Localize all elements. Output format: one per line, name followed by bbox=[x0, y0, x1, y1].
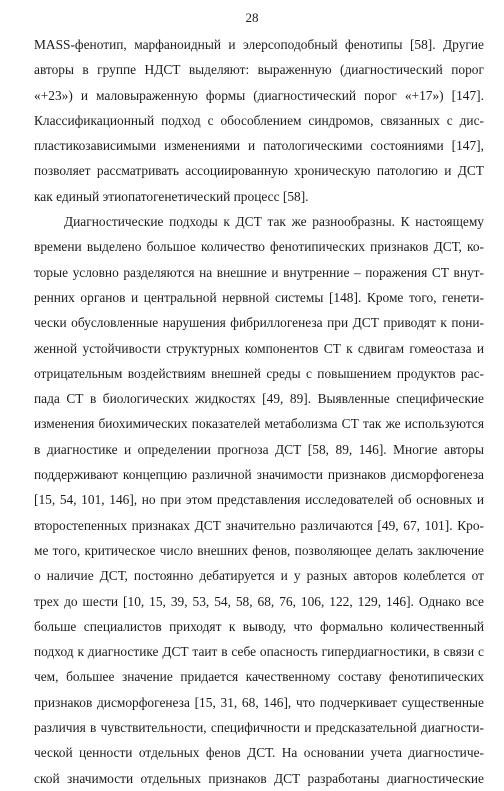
text-line: трех до шести [10, 15, 39, 53, 54, 58, 68, 76, 106, 122, 129, 146]. Однако все bbox=[34, 593, 484, 609]
text-line: авторы в группе НДСТ выделяют: выраженную (диагностический порог bbox=[34, 62, 484, 78]
text-line: изменения биохимических показателей метаболизма СТ так же используются bbox=[34, 416, 484, 432]
text-line: отрицательным воздействиям внешней среды с повышением продуктов рас- bbox=[34, 365, 484, 381]
text-line: женной устойчивости структурных компонентов СТ к сдвигам гомеостаза и bbox=[34, 340, 484, 356]
paragraph-start-line: Диагностические подходы к ДСТ так же разнообразны. К настоящему bbox=[64, 214, 484, 230]
text-line: позволяет рассматривать ассоциированную хроническую патологию и ДСТ bbox=[34, 163, 484, 179]
text-line: ренних органов и центральной нервной системы [148]. Кроме того, генети- bbox=[34, 289, 484, 305]
text-line: больше специалистов приходят к выводу, что формально количественный bbox=[34, 618, 484, 634]
text-line: пластикозависимыми изменениями и патологическими состояниями [147], bbox=[34, 138, 484, 154]
page-number: 28 bbox=[245, 10, 259, 25]
text-line: пада СТ в биологических жидкостях [49, 89]. Выявленные специфические bbox=[34, 391, 484, 407]
text-line: времени выделено большое количество фенотипических признаков ДСТ, ко- bbox=[34, 239, 484, 255]
text-line: чем, большее значение придается качественному составу фенотипических bbox=[34, 669, 484, 685]
text-line: ме того, критическое число внешних фенов, позволяющее делать заключение bbox=[34, 542, 484, 558]
text-line: подход к диагностике ДСТ таит в себе опасность гипердиагностики, в связи с bbox=[34, 644, 484, 660]
text-line: второстепенных признаках ДСТ значительно различаются [49, 67, 101]. Кро- bbox=[34, 517, 484, 533]
text-line: различия в чувствительности, специфичности и предсказательной диагности- bbox=[34, 720, 484, 736]
text-line: «+23») и маловыраженную формы (диагностический порог «+17») [147]. bbox=[34, 87, 484, 103]
text-line: чески обусловленные нарушения фибриллогенеза при ДСТ приводят к пони- bbox=[34, 315, 484, 331]
text-line: торые условно разделяются на внешние и внутренние – поражения СТ внут- bbox=[34, 264, 484, 280]
text-line: ской значимости отдельных признаков ДСТ разработаны диагностические bbox=[34, 770, 484, 786]
document-body bbox=[34, 32, 484, 791]
text-line: о наличие ДСТ, постоянно дебатируется и у разных авторов колеблется от bbox=[34, 568, 484, 584]
text-line: MASS-фенотип, марфаноидный и элерсоподобный фенотипы [58]. Другие bbox=[34, 37, 484, 52]
text-line: Классификационный подход с обособлением синдромов, связанных с дис- bbox=[34, 112, 484, 128]
text-line: поддерживают концепцию различной значимости признаков дисморфогенеза bbox=[34, 467, 484, 483]
text-line: как единый этиопатогенетический процесс [58]. bbox=[34, 188, 309, 204]
text-line: в диагностике и определении прогноза ДСТ [58, 89, 146]. Многие авторы bbox=[34, 441, 484, 457]
text-line: ческой ценности отдельных фенов ДСТ. На основании учета диагностиче- bbox=[34, 745, 484, 761]
text-line: признаков дисморфогенеза [15, 31, 68, 146], что подчеркивает существенные bbox=[34, 694, 484, 710]
text-line: [15, 54, 101, 146], но при этом представления исследователей об основных и bbox=[34, 492, 484, 508]
